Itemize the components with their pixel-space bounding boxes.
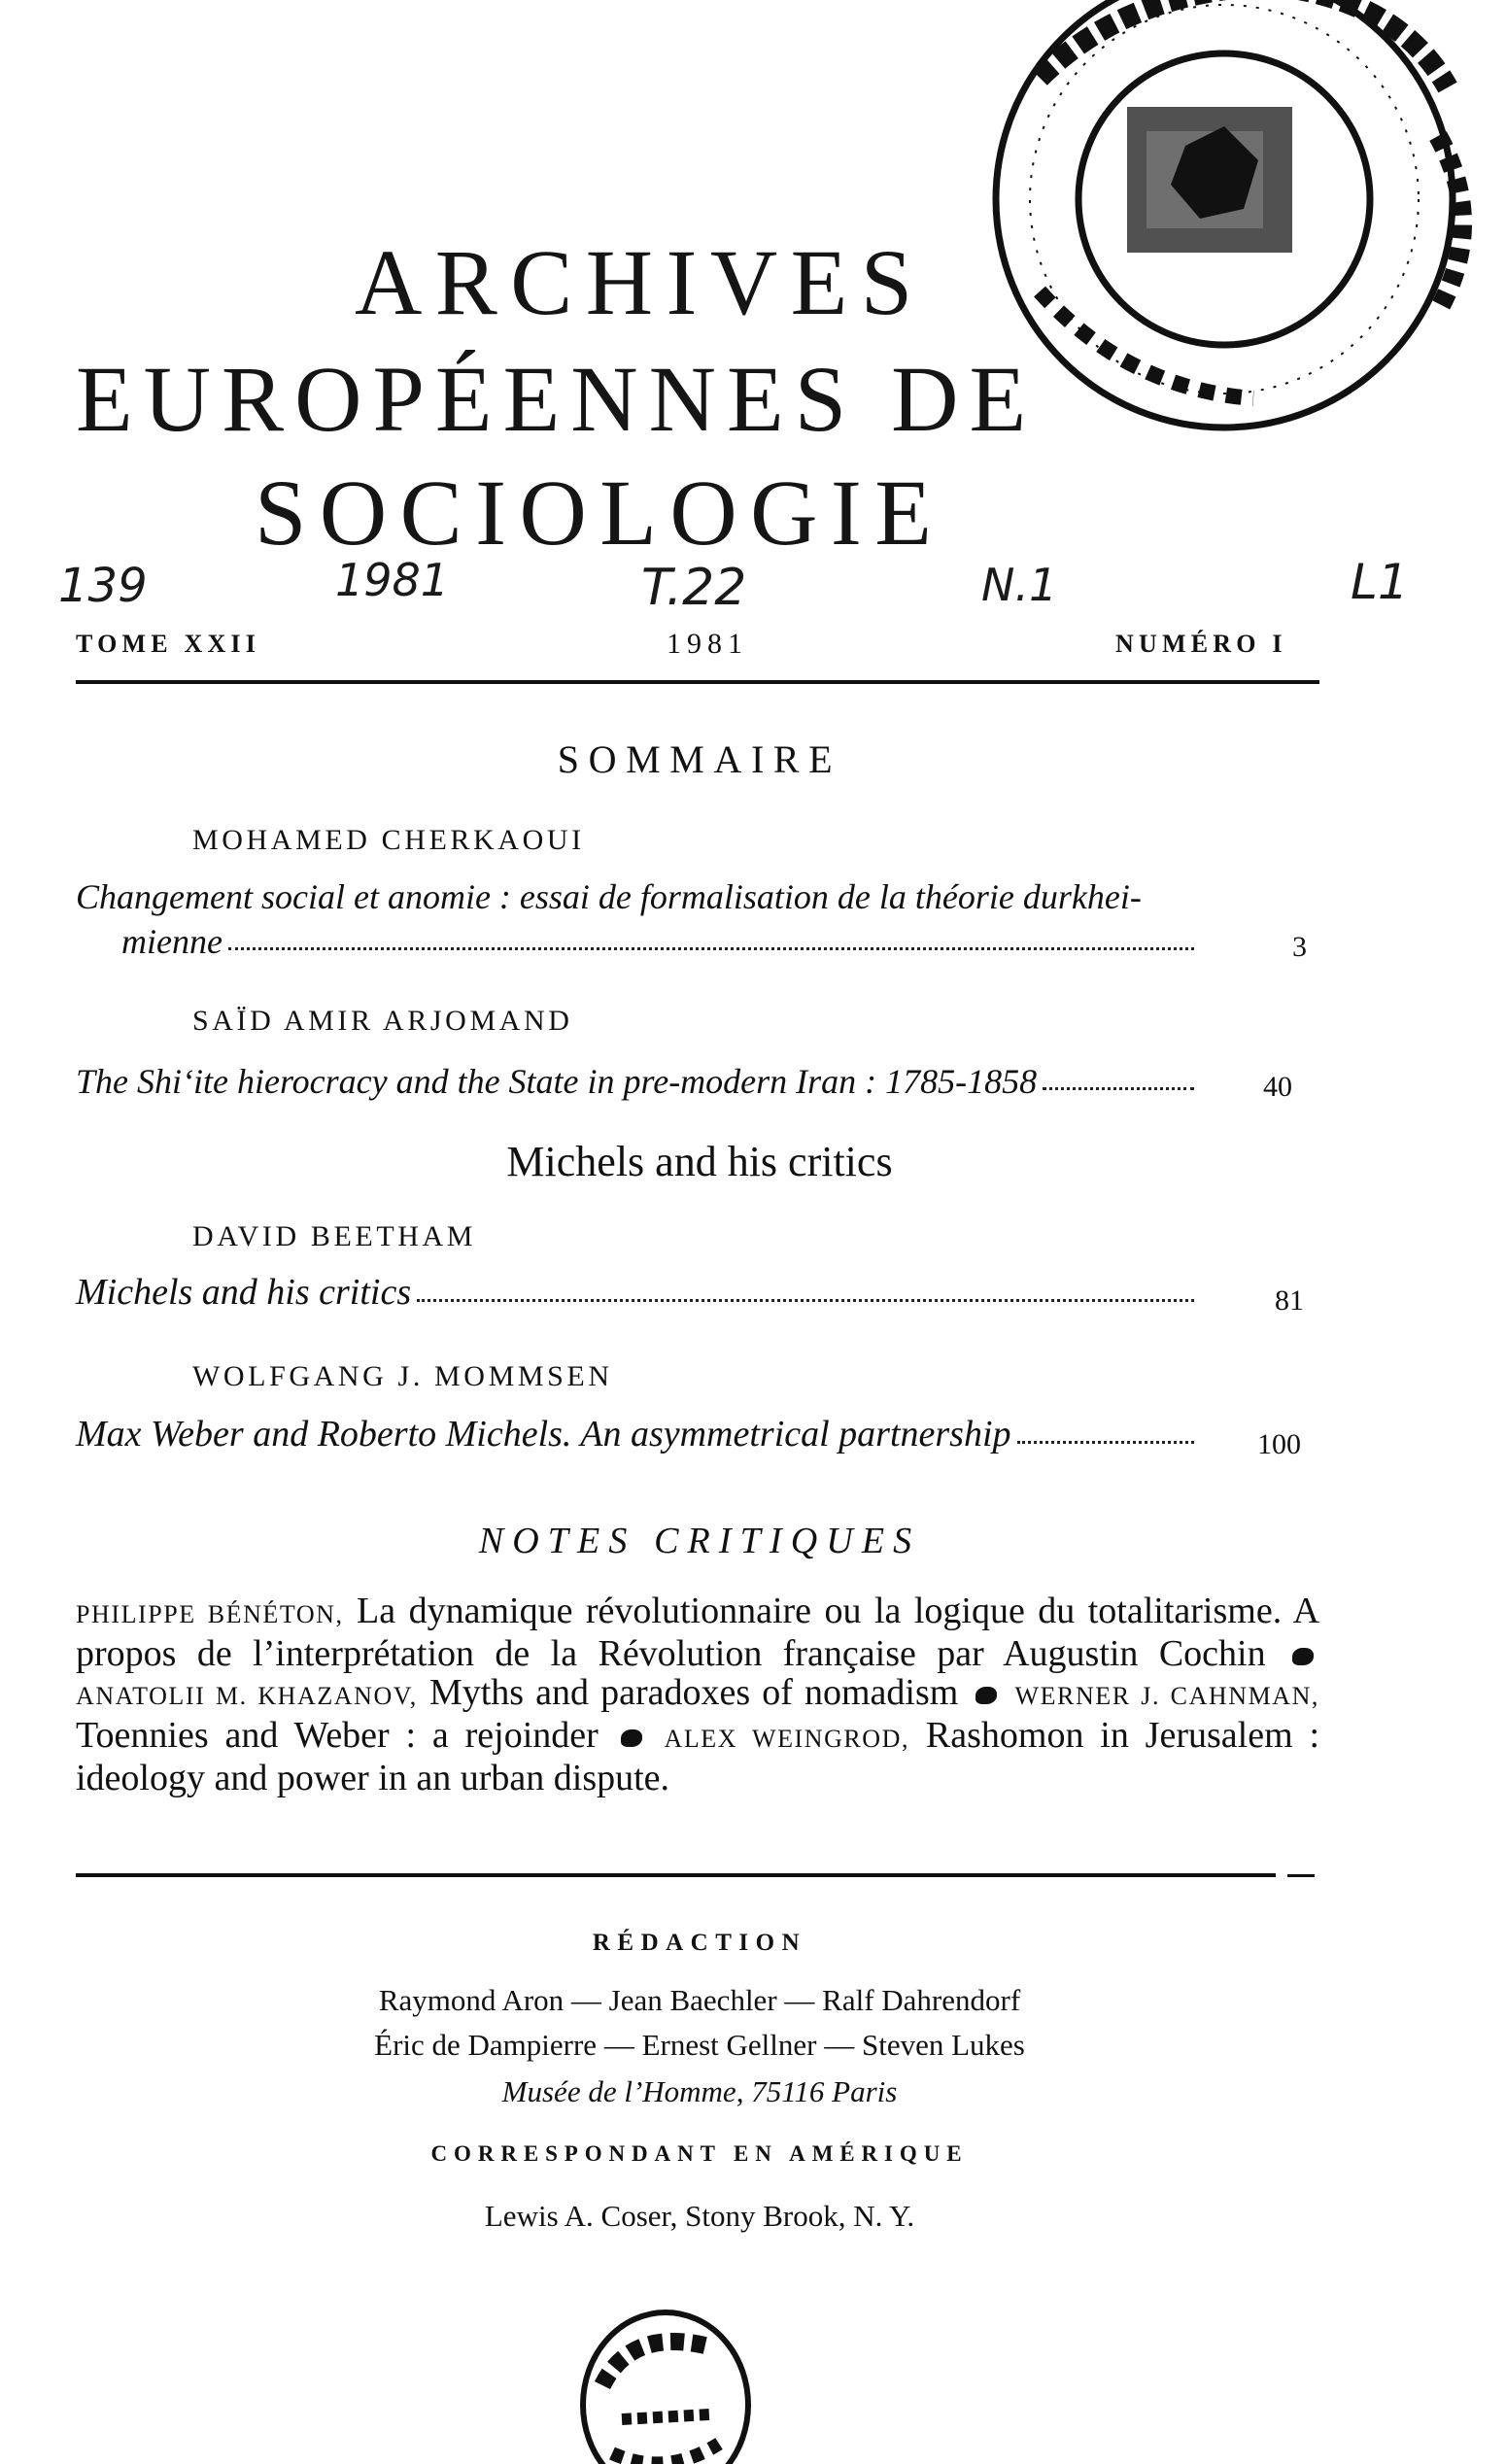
issue-year: 1981 <box>667 628 748 660</box>
redaction-heading: RÉDACTION <box>592 1930 807 1956</box>
note-3-author: WERNER J. CAHNMAN, <box>1014 1682 1319 1710</box>
article-1-author: MOHAMED CHERKAOUI <box>192 824 585 856</box>
toc-leader <box>417 1299 1194 1302</box>
article-2-page: 40 <box>1263 1071 1292 1103</box>
redaction-line-1: Raymond Aron — Jean Baechler — Ralf Dahrendorf <box>378 1983 1021 2017</box>
toc-leader <box>1043 1087 1194 1090</box>
toc-leader <box>1017 1441 1194 1444</box>
masthead-line-2: EUROPÉENNES DE <box>76 347 1038 451</box>
handwritten-code: L1 <box>1351 554 1409 610</box>
article-3-title: Michels and his critics <box>76 1272 412 1313</box>
article-1-title-end: mienne <box>121 922 222 961</box>
notes-heading: NOTES CRITIQUES <box>478 1521 921 1561</box>
article-1-title-line-1: Changement social et anomie : essai de formalisation de la théorie durkhei- <box>76 877 1142 916</box>
note-1-author: PHILIPPE BÉNÉTON, <box>76 1600 344 1628</box>
handwritten-year: 1981 <box>335 554 450 606</box>
article-4-line <box>76 1413 1200 1455</box>
issue-tome: TOME XXII <box>76 630 261 658</box>
note-2-text: Myths and paradoxes of nomadism <box>428 1672 959 1713</box>
article-2-title: The Shi‘ite hierocracy and the State in pre-modern Iran : 1785-1858 <box>76 1062 1038 1101</box>
bullet-icon <box>975 1687 997 1704</box>
handwritten-numero: N.1 <box>981 559 1058 611</box>
notes-rule-end <box>1287 1874 1315 1877</box>
note-2-author: ANATOLII M. KHAZANOV, <box>76 1682 418 1710</box>
sommaire-heading: SOMMAIRE <box>557 737 842 781</box>
correspondant-name: Lewis A. Coser, Stony Brook, N. Y. <box>484 2199 915 2233</box>
article-3-line <box>76 1271 1200 1314</box>
library-stamp <box>981 0 1506 447</box>
issue-numero: NUMÉRO I <box>1115 630 1287 658</box>
magdalen-stamp <box>573 2308 758 2464</box>
bullet-icon <box>621 1729 642 1747</box>
masthead-line-3: SOCIOLOGIE <box>255 461 945 565</box>
section-heading: Michels and his critics <box>506 1138 893 1185</box>
article-2-line <box>76 1061 1200 1102</box>
article-1-page: 3 <box>1292 931 1307 963</box>
article-3-page: 81 <box>1275 1284 1304 1317</box>
correspondant-heading: CORRESPONDANT EN AMÉRIQUE <box>430 2141 969 2166</box>
toc-leader <box>228 947 1194 950</box>
notes-paragraph <box>76 1591 1319 1797</box>
redaction-address: Musée de l’Homme, 75116 Paris <box>501 2074 898 2108</box>
article-3-author: DAVID BEETHAM <box>192 1220 477 1252</box>
issue-rule <box>76 680 1319 684</box>
note-4-text: Rashomon in Jerusalem : ideology and power in an urban dispute. <box>76 1715 1320 1798</box>
bullet-icon <box>1292 1648 1314 1665</box>
article-1-title-line-2 <box>121 921 1200 962</box>
note-1-text: La dynamique révolutionnaire ou la logique du totalitarisme. A propos de l’interprétation de la Révolution française par Augustin Cochin <box>76 1591 1320 1674</box>
handwritten-tome: T.22 <box>641 559 747 617</box>
article-4-page: 100 <box>1257 1428 1301 1460</box>
note-4-author: ALEX WEINGROD, <box>664 1725 910 1753</box>
masthead-line-1: ARCHIVES <box>355 230 926 334</box>
notes-rule <box>76 1873 1276 1877</box>
article-4-author: WOLFGANG J. MOMMSEN <box>192 1360 613 1392</box>
redaction-line-2: Éric de Dampierre — Ernest Gellner — Steven Lukes <box>374 2028 1025 2062</box>
note-3-text: Toennies and Weber : a rejoinder <box>76 1715 599 1756</box>
article-4-title: Max Weber and Roberto Michels. An asymmetrical partnership <box>76 1414 1011 1454</box>
handwritten-number: 139 <box>58 559 148 613</box>
article-2-author: SAÏD AMIR ARJOMAND <box>192 1005 573 1037</box>
